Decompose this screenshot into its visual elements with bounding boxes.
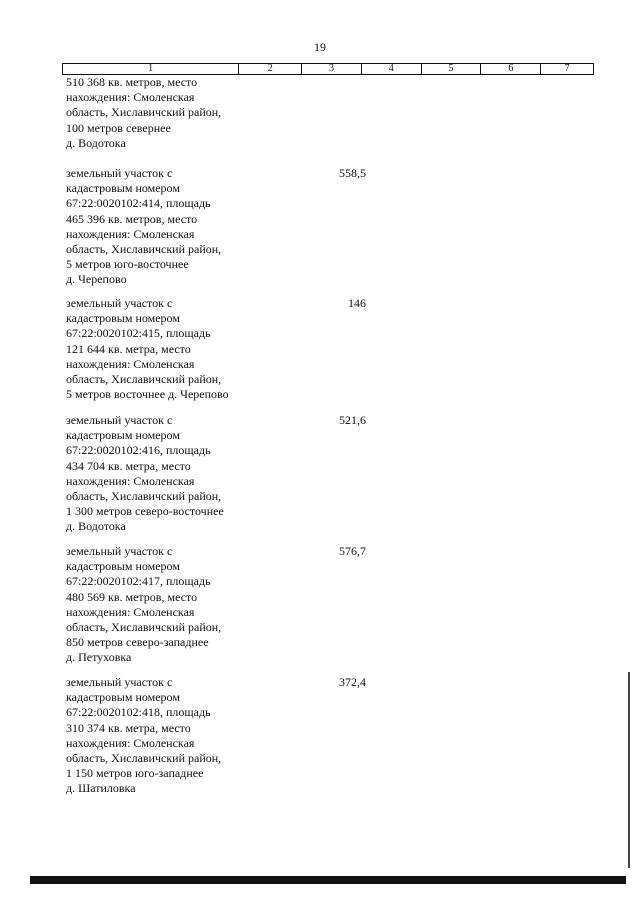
column-header-4: 4 [362, 64, 422, 74]
land-plot-description: земельный участок с кадастровым номером 67:22:0020102:414, площадь 465 396 кв. метров, место нахождения: Смоленская область, Хиславичский район, 5 метров юго-восточнее д. Черепово [66, 166, 222, 287]
column-header-6: 6 [481, 64, 541, 74]
land-plot-entry [66, 75, 366, 151]
column-header-2: 2 [239, 64, 302, 74]
land-plot-description: земельный участок с кадастровым номером 67:22:0020102:418, площадь 310 374 кв. метра, место нахождения: Смоленская область, Хиславичский район, 1 150 метров юго-западнее д. Шатиловка [66, 675, 222, 796]
land-plot-entry [66, 166, 366, 288]
land-plot-value: 576,7 [339, 544, 366, 558]
column-header-3: 3 [302, 64, 362, 74]
column-header-1: 1 [63, 64, 239, 74]
scan-bottom-bar [30, 876, 626, 884]
land-plot-description: земельный участок с кадастровым номером 67:22:0020102:417, площадь 480 569 кв. метров, место нахождения: Смоленская область, Хиславичский район, 850 метров северо-западнее д. Петуховка [66, 544, 222, 665]
land-plot-value: 558,5 [339, 166, 366, 180]
land-plot-value: 521,6 [339, 413, 366, 427]
land-plot-entry [66, 675, 366, 797]
land-plot-value: 146 [348, 296, 366, 310]
land-plot-entry [66, 413, 366, 535]
page-number: 19 [314, 40, 326, 54]
column-header-5: 5 [422, 64, 482, 74]
land-plot-value: 372,4 [339, 675, 366, 689]
land-plot-entry [66, 544, 366, 666]
land-plot-description: земельный участок с кадастровым номером 67:22:0020102:415, площадь 121 644 кв. метра, место нахождения: Смоленская область, Хиславичский район, 5 метров восточнее д. Черепово [66, 296, 229, 402]
table-header [62, 63, 594, 75]
land-plot-description: 510 368 кв. метров, место нахождения: Смоленская область, Хиславичский район, 100 метров севернее д. Водотока [66, 75, 222, 150]
column-header-7: 7 [564, 63, 570, 74]
land-plot-description: земельный участок с кадастровым номером 67:22:0020102:416, площадь 434 704 кв. метра, место нахождения: Смоленская область, Хиславичский район, 1 300 метров северо-восточнее д. Водотока [66, 413, 224, 534]
scan-edge-mark [628, 672, 630, 868]
land-plot-entry [66, 296, 366, 402]
